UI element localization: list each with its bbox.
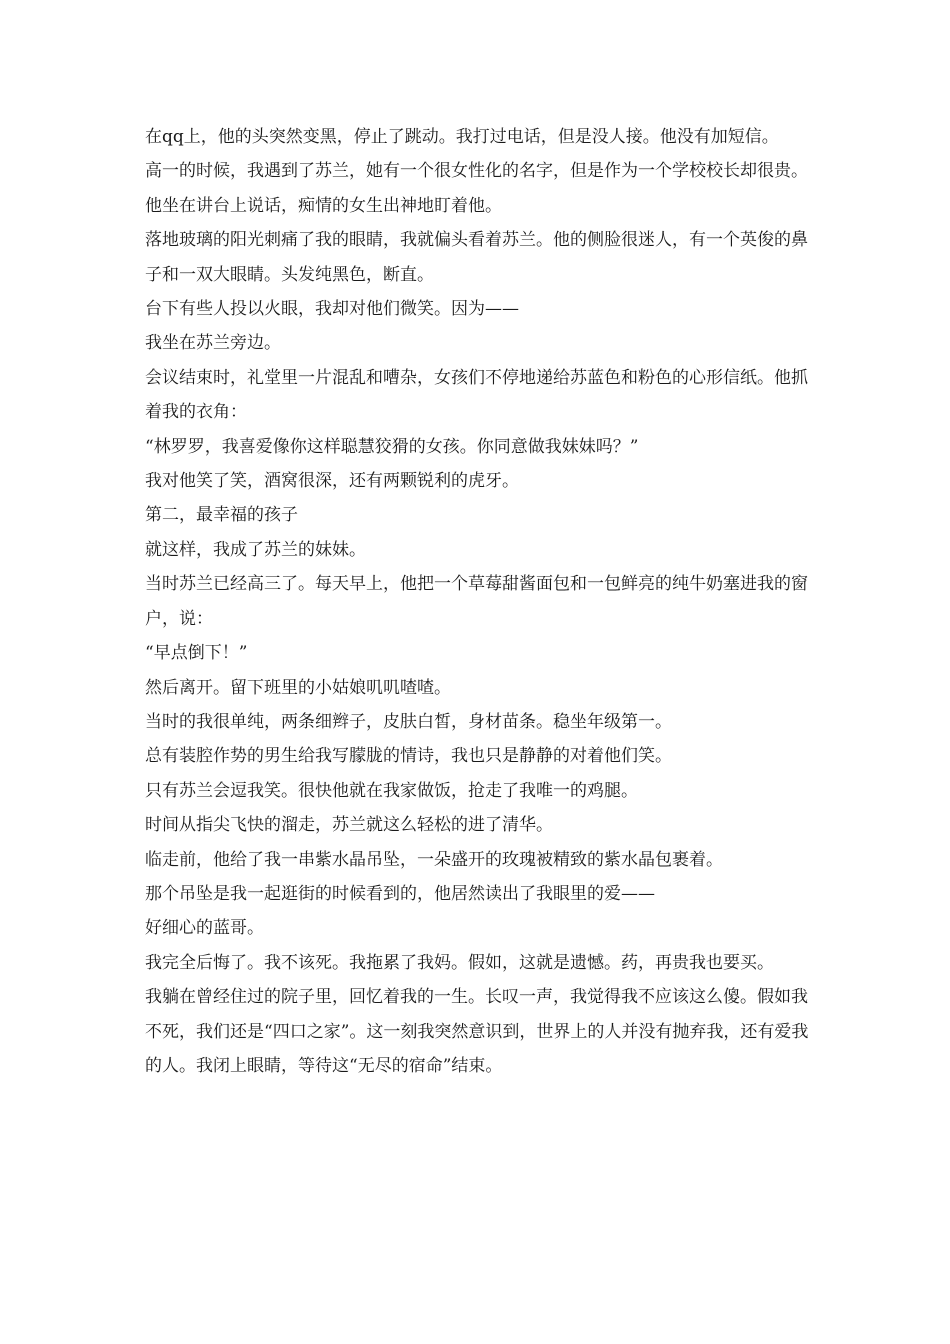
paragraph: 他坐在讲台上说话，痴情的女生出神地盯着他。 (145, 195, 502, 216)
paragraph: 好细心的蓝哥。 (145, 918, 264, 939)
paragraph: 那个吊坠是我一起逛街的时候看到的，他居然读出了我眼里的爱—— (145, 883, 655, 904)
paragraph: 临走前，他给了我一串紫水晶吊坠，一朵盛开的玫瑰被精致的紫水晶包裹着。 (145, 849, 723, 870)
paragraph: 就这样，我成了苏兰的妹妹。 (145, 539, 366, 560)
paragraph: 会议结束时，礼堂里一片混乱和嘈杂，女孩们不停地递给苏蓝色和粉色的心形信纸。他抓着我的衣角： (145, 367, 808, 423)
paragraph: 我完全后悔了。我不该死。我拖累了我妈。假如，这就是遗憾。药，再贵我也要买。 (145, 952, 774, 973)
paragraph: 我躺在曾经住过的院子里，回忆着我的一生。长叹一声，我觉得我不应该这么傻。假如我不死，我们还是“四口之家”。这一刻我突然意识到，世界上的人并没有抛弃我，还有爱我的人。我闭上眼睛，等待这“无尽的宿命”结束。 (145, 987, 809, 1076)
paragraph: 高一的时候，我遇到了苏兰，她有一个很女性化的名字，但是作为一个学校校长却很贵。 (145, 161, 808, 182)
paragraph: 当时苏兰已经高三了。每天早上，他把一个草莓甜酱面包和一包鲜亮的纯牛奶塞进我的窗户，说： (145, 574, 808, 629)
paragraph: 我坐在苏兰旁边。 (145, 333, 281, 354)
paragraph: “早点倒下！” (145, 643, 248, 664)
story-text (145, 120, 810, 1083)
paragraph: 在qq上，他的头突然变黑，停止了跳动。我打过电话，但是没人接。他没有加短信。 (145, 127, 779, 147)
paragraph: 落地玻璃的阳光刺痛了我的眼睛，我就偏头看着苏兰。他的侧脸很迷人，有一个英俊的鼻子和一双大眼睛。头发纯黑色，断直。 (145, 230, 808, 285)
paragraph: 只有苏兰会逗我笑。很快他就在我家做饭，抢走了我唯一的鸡腿。 (145, 780, 638, 801)
paragraph: 我对他笑了笑，酒窝很深，还有两颗锐利的虎牙。 (145, 471, 519, 492)
paragraph: 时间从指尖飞快的溜走，苏兰就这么轻松的进了清华。 (145, 815, 553, 836)
section-heading: 第二，最幸福的孩子 (145, 505, 298, 526)
paragraph: “林罗罗，我喜爱像你这样聪慧狡猾的女孩。你同意做我妹妹吗？” (145, 436, 639, 457)
paragraph: 台下有些人投以火眼，我却对他们微笑。因为—— (145, 299, 519, 320)
paragraph: 然后离开。留下班里的小姑娘叽叽喳喳。 (145, 677, 451, 698)
paragraph: 当时的我很单纯，两条细辫子，皮肤白皙，身材苗条。稳坐年级第一。 (145, 711, 672, 732)
paragraph: 总有装腔作势的男生给我写朦胧的情诗，我也只是静静的对着他们笑。 (145, 746, 672, 767)
